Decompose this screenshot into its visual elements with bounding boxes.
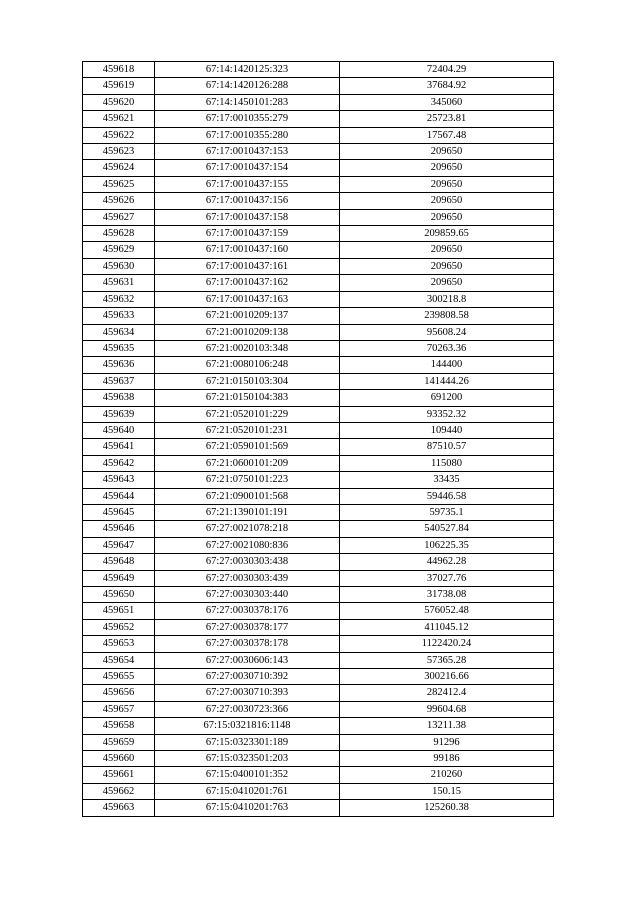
cadastral-number-cell: 67:21:0590101:569 (155, 439, 340, 455)
value-cell: 115080 (340, 455, 554, 471)
row-number-cell: 459632 (83, 291, 155, 307)
cadastral-number-cell: 67:27:0030378:176 (155, 603, 340, 619)
cadastral-number-cell: 67:14:1420126:288 (155, 78, 340, 94)
value-cell: 209650 (340, 144, 554, 160)
row-number-cell: 459649 (83, 570, 155, 586)
row-number-cell: 459663 (83, 800, 155, 816)
table-row (83, 308, 554, 324)
row-number-cell: 459652 (83, 619, 155, 635)
table-row (83, 504, 554, 520)
value-cell: 150.15 (340, 783, 554, 799)
table-row (83, 619, 554, 635)
row-number-cell: 459653 (83, 636, 155, 652)
row-number-cell: 459657 (83, 701, 155, 717)
row-number-cell: 459626 (83, 193, 155, 209)
row-number-cell: 459638 (83, 390, 155, 406)
row-number-cell: 459620 (83, 94, 155, 110)
value-cell: 99604.68 (340, 701, 554, 717)
cadastral-number-cell: 67:27:0030710:392 (155, 669, 340, 685)
table-row (83, 275, 554, 291)
cadastral-number-cell: 67:27:0021078:218 (155, 521, 340, 537)
table-row (83, 537, 554, 553)
table-row (83, 734, 554, 750)
table-row (83, 587, 554, 603)
row-number-cell: 459621 (83, 111, 155, 127)
cadastral-number-cell: 67:21:0150103:304 (155, 373, 340, 389)
value-cell: 72404.29 (340, 62, 554, 78)
table-row (83, 406, 554, 422)
value-cell: 31738.08 (340, 587, 554, 603)
cadastral-number-cell: 67:27:0030723:366 (155, 701, 340, 717)
table-row (83, 357, 554, 373)
cadastral-number-cell: 67:15:0410201:761 (155, 783, 340, 799)
row-number-cell: 459627 (83, 209, 155, 225)
row-number-cell: 459656 (83, 685, 155, 701)
value-cell: 106225.35 (340, 537, 554, 553)
table-row (83, 669, 554, 685)
cadastral-number-cell: 67:15:0400101:352 (155, 767, 340, 783)
value-cell: 144400 (340, 357, 554, 373)
table-row (83, 390, 554, 406)
value-cell: 1122420.24 (340, 636, 554, 652)
table-row (83, 521, 554, 537)
cadastral-number-cell: 67:21:0020103:348 (155, 340, 340, 356)
table-row (83, 373, 554, 389)
value-cell: 44962.28 (340, 554, 554, 570)
cadastral-number-cell: 67:21:0150104:383 (155, 390, 340, 406)
cadastral-number-cell: 67:21:0600101:209 (155, 455, 340, 471)
row-number-cell: 459641 (83, 439, 155, 455)
value-cell: 93352.32 (340, 406, 554, 422)
row-number-cell: 459639 (83, 406, 155, 422)
row-number-cell: 459624 (83, 160, 155, 176)
value-cell: 576052.48 (340, 603, 554, 619)
table-row (83, 439, 554, 455)
value-cell: 411045.12 (340, 619, 554, 635)
table-row (83, 422, 554, 438)
cadastral-number-cell: 67:27:0030606:143 (155, 652, 340, 668)
row-number-cell: 459630 (83, 258, 155, 274)
row-number-cell: 459658 (83, 718, 155, 734)
cadastral-number-cell: 67:21:0080106:248 (155, 357, 340, 373)
row-number-cell: 459644 (83, 488, 155, 504)
table-row (83, 324, 554, 340)
table-row (83, 783, 554, 799)
table-row (83, 176, 554, 192)
cadastral-number-cell: 67:17:0010437:155 (155, 176, 340, 192)
cadastral-number-cell: 67:27:0030378:178 (155, 636, 340, 652)
row-number-cell: 459629 (83, 242, 155, 258)
value-cell: 300218.8 (340, 291, 554, 307)
table-row (83, 226, 554, 242)
value-cell: 99186 (340, 751, 554, 767)
table-row (83, 94, 554, 110)
cadastral-number-cell: 67:17:0010437:163 (155, 291, 340, 307)
table-row (83, 62, 554, 78)
cadastral-number-cell: 67:21:0010209:137 (155, 308, 340, 324)
cadastral-number-cell: 67:17:0010437:161 (155, 258, 340, 274)
cadastral-number-cell: 67:21:1390101:191 (155, 504, 340, 520)
value-cell: 239808.58 (340, 308, 554, 324)
cadastral-number-cell: 67:17:0010437:154 (155, 160, 340, 176)
value-cell: 33435 (340, 472, 554, 488)
table-row (83, 652, 554, 668)
row-number-cell: 459647 (83, 537, 155, 553)
value-cell: 691200 (340, 390, 554, 406)
cadastral-number-cell: 67:17:0010437:162 (155, 275, 340, 291)
value-cell: 109440 (340, 422, 554, 438)
table-row (83, 751, 554, 767)
cadastral-value-table (82, 61, 554, 817)
cadastral-number-cell: 67:15:0323301:189 (155, 734, 340, 750)
value-cell: 209859.65 (340, 226, 554, 242)
value-cell: 300216.66 (340, 669, 554, 685)
row-number-cell: 459633 (83, 308, 155, 324)
value-cell: 87510.57 (340, 439, 554, 455)
row-number-cell: 459623 (83, 144, 155, 160)
row-number-cell: 459622 (83, 127, 155, 143)
value-cell: 37027.76 (340, 570, 554, 586)
table-row (83, 701, 554, 717)
cadastral-number-cell: 67:27:0021080:836 (155, 537, 340, 553)
value-cell: 57365.28 (340, 652, 554, 668)
cadastral-number-cell: 67:14:1420125:323 (155, 62, 340, 78)
cadastral-number-cell: 67:15:0321816:1148 (155, 718, 340, 734)
cadastral-number-cell: 67:21:0010209:138 (155, 324, 340, 340)
table-row (83, 488, 554, 504)
table-row (83, 78, 554, 94)
row-number-cell: 459635 (83, 340, 155, 356)
row-number-cell: 459646 (83, 521, 155, 537)
row-number-cell: 459628 (83, 226, 155, 242)
table-row (83, 603, 554, 619)
cadastral-number-cell: 67:21:0900101:568 (155, 488, 340, 504)
cadastral-number-cell: 67:27:0030303:440 (155, 587, 340, 603)
row-number-cell: 459618 (83, 62, 155, 78)
row-number-cell: 459636 (83, 357, 155, 373)
value-cell: 25723.81 (340, 111, 554, 127)
value-cell: 70263.36 (340, 340, 554, 356)
cadastral-number-cell: 67:15:0410201:763 (155, 800, 340, 816)
cadastral-number-cell: 67:17:0010437:159 (155, 226, 340, 242)
cadastral-number-cell: 67:17:0010437:153 (155, 144, 340, 160)
row-number-cell: 459660 (83, 751, 155, 767)
table-row (83, 193, 554, 209)
value-cell: 209650 (340, 258, 554, 274)
value-cell: 210260 (340, 767, 554, 783)
table-row (83, 111, 554, 127)
value-cell: 209650 (340, 193, 554, 209)
row-number-cell: 459640 (83, 422, 155, 438)
table-row (83, 800, 554, 816)
value-cell: 209650 (340, 242, 554, 258)
value-cell: 209650 (340, 160, 554, 176)
table-row (83, 127, 554, 143)
table-row (83, 242, 554, 258)
value-cell: 345060 (340, 94, 554, 110)
row-number-cell: 459654 (83, 652, 155, 668)
value-cell: 540527.84 (340, 521, 554, 537)
value-cell: 59446.58 (340, 488, 554, 504)
cadastral-number-cell: 67:27:0030710:393 (155, 685, 340, 701)
row-number-cell: 459650 (83, 587, 155, 603)
cadastral-number-cell: 67:14:1450101:283 (155, 94, 340, 110)
row-number-cell: 459634 (83, 324, 155, 340)
table-row (83, 570, 554, 586)
row-number-cell: 459659 (83, 734, 155, 750)
cadastral-number-cell: 67:27:0030303:439 (155, 570, 340, 586)
table-body (83, 62, 554, 817)
cadastral-number-cell: 67:21:0750101:223 (155, 472, 340, 488)
cadastral-number-cell: 67:17:0010437:156 (155, 193, 340, 209)
table-row (83, 144, 554, 160)
cadastral-number-cell: 67:27:0030303:438 (155, 554, 340, 570)
cadastral-number-cell: 67:15:0323501:203 (155, 751, 340, 767)
row-number-cell: 459645 (83, 504, 155, 520)
table-row (83, 209, 554, 225)
cadastral-number-cell: 67:17:0010355:279 (155, 111, 340, 127)
value-cell: 95608.24 (340, 324, 554, 340)
row-number-cell: 459642 (83, 455, 155, 471)
table-row (83, 340, 554, 356)
table-row (83, 160, 554, 176)
table-row (83, 636, 554, 652)
cadastral-number-cell: 67:27:0030378:177 (155, 619, 340, 635)
table-row (83, 258, 554, 274)
value-cell: 37684.92 (340, 78, 554, 94)
value-cell: 13211.38 (340, 718, 554, 734)
row-number-cell: 459651 (83, 603, 155, 619)
value-cell: 282412.4 (340, 685, 554, 701)
table-row (83, 455, 554, 471)
value-cell: 91296 (340, 734, 554, 750)
row-number-cell: 459625 (83, 176, 155, 192)
cadastral-number-cell: 67:17:0010437:160 (155, 242, 340, 258)
value-cell: 17567.48 (340, 127, 554, 143)
row-number-cell: 459655 (83, 669, 155, 685)
value-cell: 209650 (340, 209, 554, 225)
value-cell: 125260.38 (340, 800, 554, 816)
row-number-cell: 459619 (83, 78, 155, 94)
row-number-cell: 459637 (83, 373, 155, 389)
value-cell: 141444.26 (340, 373, 554, 389)
table-row (83, 291, 554, 307)
table-row (83, 472, 554, 488)
cadastral-number-cell: 67:17:0010437:158 (155, 209, 340, 225)
cadastral-number-cell: 67:21:0520101:229 (155, 406, 340, 422)
value-cell: 59735.1 (340, 504, 554, 520)
row-number-cell: 459643 (83, 472, 155, 488)
cadastral-number-cell: 67:21:0520101:231 (155, 422, 340, 438)
table-row (83, 718, 554, 734)
value-cell: 209650 (340, 176, 554, 192)
table-row (83, 685, 554, 701)
row-number-cell: 459631 (83, 275, 155, 291)
value-cell: 209650 (340, 275, 554, 291)
row-number-cell: 459662 (83, 783, 155, 799)
cadastral-number-cell: 67:17:0010355:280 (155, 127, 340, 143)
table-row (83, 767, 554, 783)
row-number-cell: 459648 (83, 554, 155, 570)
row-number-cell: 459661 (83, 767, 155, 783)
table-row (83, 554, 554, 570)
